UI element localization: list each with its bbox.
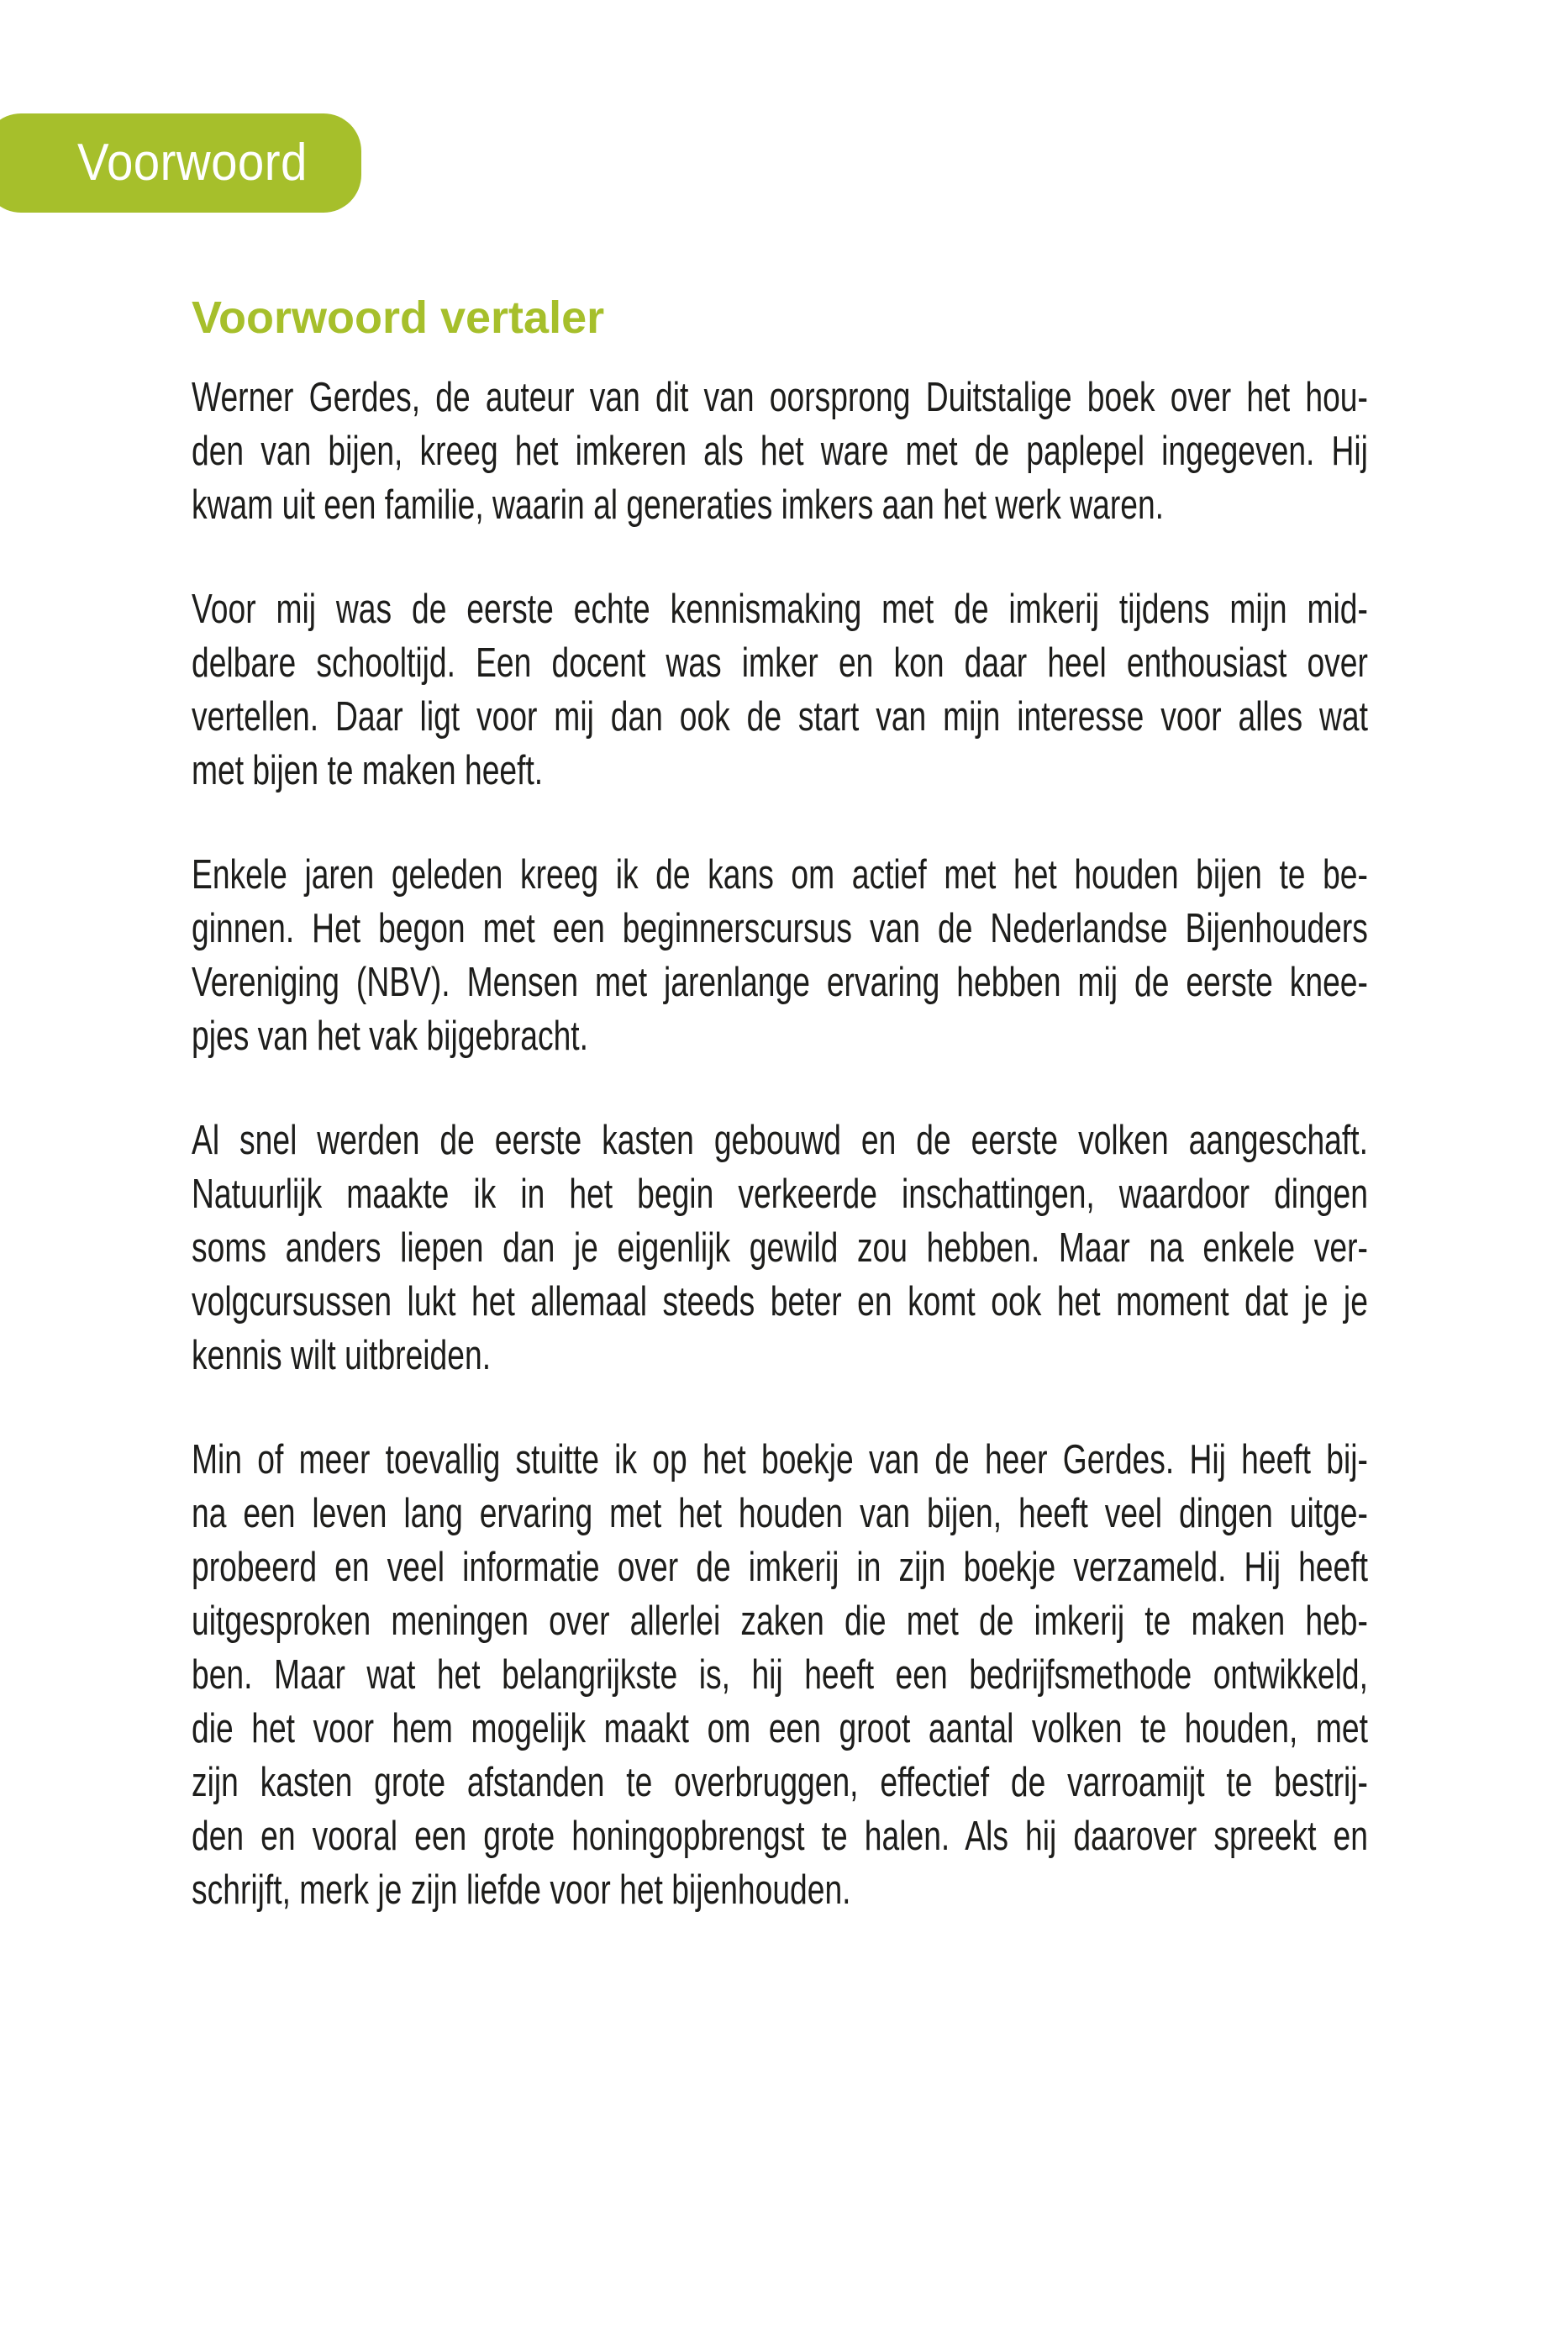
- text-line: Min of meer toevallig stuitte ik op het boekje van de heer Gerdes. Hij heeft bij-: [192, 1437, 1368, 1482]
- text-line: na een leven lang ervaring met het houden van bijen, heeft veel dingen uitge-: [192, 1491, 1368, 1536]
- text-line: Al snel werden de eerste kasten gebouwd en de eerste volken aangeschaft.: [192, 1118, 1368, 1163]
- text-line: Enkele jaren geleden kreeg ik de kans om actief met het houden bijen te be-: [192, 852, 1368, 898]
- text-line: den en vooral een grote honingopbrengst te halen. Als hij daarover spreekt en: [192, 1814, 1368, 1859]
- body-text: [192, 371, 1368, 1917]
- chapter-tab: [0, 113, 361, 213]
- text-line: ben. Maar wat het belangrijkste is, hij heeft een bedrijfsmethode ontwikkeld,: [192, 1652, 1368, 1698]
- text-line: schrijft, merk je zijn liefde voor het bijenhouden.: [192, 1867, 851, 1913]
- text-line: Werner Gerdes, de auteur van dit van oorsprong Duitstalige boek over het hou-: [192, 375, 1368, 420]
- chapter-tab-label: Voorwoord: [77, 134, 308, 192]
- text-line: vertellen. Daar ligt voor mij dan ook de start van mijn interesse voor alles wat: [192, 694, 1368, 740]
- text-line: die het voor hem mogelijk maakt om een groot aantal volken te houden, met: [192, 1706, 1368, 1751]
- text-line: pjes van het vak bijgebracht.: [192, 1014, 588, 1059]
- text-line: soms anders liepen dan je eigenlijk gewild zou hebben. Maar na enkele ver-: [192, 1225, 1368, 1271]
- text-line: Vereniging (NBV). Mensen met jarenlange ervaring hebben mij de eerste knee-: [192, 960, 1368, 1005]
- paragraph: [192, 371, 1368, 532]
- text-line: den van bijen, kreeg het imkeren als het ware met de paplepel ingegeven. Hij: [192, 429, 1368, 474]
- text-line: probeerd en veel informatie over de imkerij in zijn boekje verzameld. Hij heeft: [192, 1545, 1368, 1590]
- section-heading: Voorwoord vertaler: [192, 292, 605, 344]
- paragraph: [192, 1433, 1368, 1917]
- text-line: kwam uit een familie, waarin al generaties imkers aan het werk waren.: [192, 482, 1165, 528]
- text-line: zijn kasten grote afstanden te overbruggen, effectief de varroamijt te bestrij-: [192, 1760, 1368, 1805]
- text-line: delbare schooltijd. Een docent was imker en kon daar heel enthousiast over: [192, 640, 1368, 686]
- text-line: kennis wilt uitbreiden.: [192, 1333, 492, 1378]
- text-line: Natuurlijk maakte ik in het begin verkeerde inschattingen, waardoor dingen: [192, 1172, 1368, 1217]
- text-line: uitgesproken meningen over allerlei zaken die met de imkerij te maken heb-: [192, 1598, 1368, 1644]
- text-line: volgcursussen lukt het allemaal steeds beter en komt ook het moment dat je je: [192, 1279, 1368, 1324]
- text-line: met bijen te maken heeft.: [192, 748, 544, 793]
- text-line: Voor mij was de eerste echte kennismaking met de imkerij tijdens mijn mid-: [192, 587, 1368, 632]
- paragraph: [192, 582, 1368, 798]
- paragraph: [192, 848, 1368, 1063]
- text-line: ginnen. Het begon met een beginnerscursus van de Nederlandse Bijenhouders: [192, 906, 1368, 951]
- paragraph: [192, 1114, 1368, 1382]
